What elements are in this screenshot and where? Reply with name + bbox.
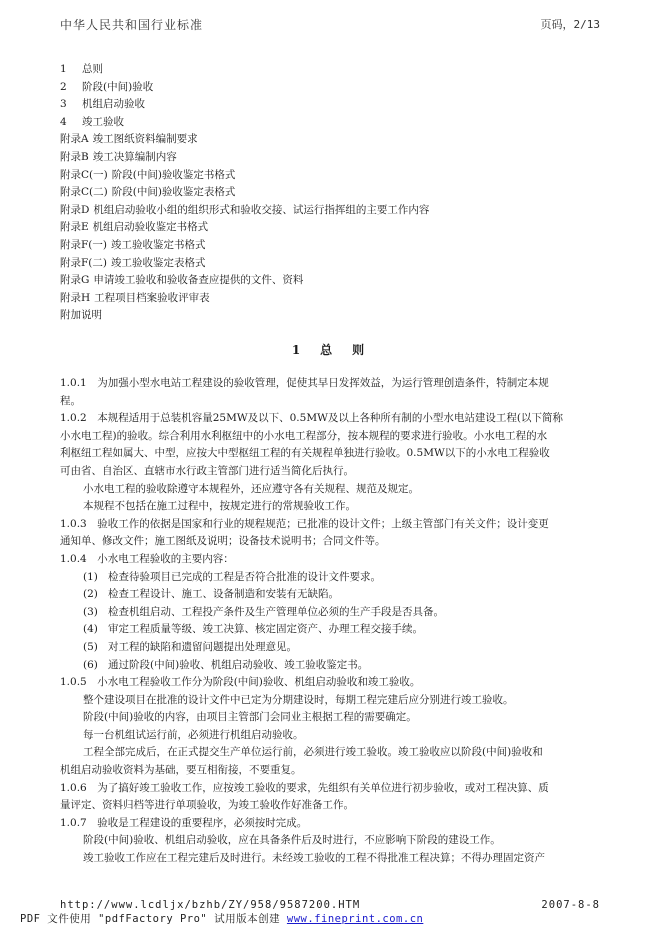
line-text: 阶段(中间)验收、机组启动验收，应在具备条件后及时进行，不应影响下阶段的建设工作。 (83, 834, 501, 847)
toc-item[interactable] (60, 307, 600, 325)
line-text: 1.0.1 为加强小型水电站工程建设的验收管理，促使其早日发挥效益，为运行管理创造条件，特制定本规 (60, 377, 549, 389)
list-item (60, 621, 602, 639)
line-text: 机组启动验收资料为基础，要互相衔接，不要重复。 (60, 764, 302, 777)
paragraph-line (60, 762, 602, 780)
toc-item-title: 竣工验收鉴定表格式 (110, 256, 206, 269)
line-text: 1.0.5 小水电工程验收工作分为阶段(中间)验收、机组启动验收和竣工验收。 (60, 676, 421, 689)
paragraph-line (60, 463, 602, 481)
toc-item-number: 附录D (60, 203, 90, 216)
line-text: 审定工程质量等级、竣工决算、核定固定资产、办理工程交接手续。 (108, 623, 423, 636)
paragraph-line (60, 428, 602, 446)
line-text: 1.0.3 验收工作的依据是国家和行业的规程规范；已批准的设计文件；上级主管部门有关文件；设计变更 (60, 517, 549, 530)
paragraph-line (60, 780, 602, 798)
line-text: 1.0.4 小水电工程验收的主要内容： (60, 552, 234, 565)
toc-item-title: 竣工验收鉴定书格式 (110, 238, 206, 251)
list-item-number: (4) (83, 623, 98, 636)
page-header (60, 16, 600, 34)
line-text: 1.0.2 本规程适用于总装机容量25MW及以下、0.5MW及以上各种所有制的小型水电站建设工程(以下简称 (60, 412, 563, 425)
toc-item[interactable] (60, 202, 600, 220)
list-item (60, 639, 602, 657)
line-text: 阶段(中间)验收的内容，由项目主管部门会同业主根据工程的需要确定。 (83, 711, 417, 724)
footer-date: 2007-8-8 (541, 899, 600, 911)
line-text: 利枢纽工程如属大、中型，应按大中型枢纽工程的有关规程单独进行验收。0.5MW以下的小水电工程验收 (60, 447, 550, 460)
toc-item-number: 2 (60, 80, 67, 93)
toc-item[interactable] (60, 272, 600, 290)
toc-item[interactable] (60, 114, 600, 132)
pdf-note-text: PDF 文件使用 "pdfFactory Pro" 试用版本创建 (20, 913, 287, 925)
toc-item-number: 附录C(二) (60, 186, 108, 199)
line-text: 对工程的缺陷和遗留问题提出处理意见。 (108, 640, 297, 653)
line-text: 整个建设项目在批准的设计文件中已定为分期建设时，每期工程完建后应分别进行竣工验收。 (83, 693, 514, 706)
paragraph-line (60, 445, 602, 463)
line-text: 检查工程设计、施工、设备制造和安装有无缺陷。 (108, 588, 339, 601)
line-text: 1.0.6 为了搞好竣工验收工作，应按竣工验收的要求，先组织有关单位进行初步验收，或对工程决算、质 (60, 781, 549, 794)
toc-item[interactable] (60, 219, 600, 237)
toc-item-title: 工程项目档案验收评审表 (94, 291, 210, 304)
toc-item-number: 附录E (60, 221, 89, 234)
line-text: 程。 (60, 394, 81, 407)
paragraph-line (60, 375, 602, 393)
line-text: 通知单、修改文件；施工图纸及说明；设备技术说明书；合同文件等。 (60, 535, 386, 548)
line-text: 检查机组启动、工程投产条件及生产管理单位必须的生产手段是否具备。 (108, 605, 444, 618)
list-item-number: (3) (83, 605, 98, 618)
line-text: 小水电工程)的验收。综合利用水利枢纽中的小水电工程部分，按本规程的要求进行验收。小水电工程的水 (60, 429, 548, 442)
toc-item[interactable] (60, 61, 600, 79)
toc-item-title: 机组启动验收小组的组织形式和验收交接、试运行指挥组的主要工作内容 (93, 203, 430, 216)
page-number: 页码，2/13 (540, 18, 600, 31)
toc-item[interactable] (60, 167, 600, 185)
section-title: 1 总 则 (291, 343, 369, 357)
toc-item-title: 阶段(中间)验收 (82, 80, 154, 93)
line-text: 1.0.7 验收是工程建设的重要程序，必须按时完成。 (60, 816, 308, 829)
paragraph-line (60, 410, 602, 428)
toc-item[interactable] (60, 149, 600, 167)
toc-item-number: 附录A (60, 133, 89, 146)
paragraph-line (60, 709, 602, 727)
toc-item-number: 3 (60, 98, 67, 111)
toc-item-number: 附录F(一) (60, 238, 107, 251)
list-item (60, 657, 602, 675)
list-item-number: (6) (83, 658, 98, 671)
paragraph-line (60, 744, 602, 762)
paragraph-line (60, 533, 602, 551)
toc-item-title: 竣工验收 (82, 115, 124, 128)
list-item (60, 586, 602, 604)
line-text: 检查待验项目已完成的工程是否符合批准的设计文件要求。 (108, 570, 381, 583)
paragraph-line (60, 674, 602, 692)
paragraph-line (60, 498, 602, 516)
footer-url[interactable]: http://www.lcdljx/bzhb/ZY/958/9587200.HTM (60, 899, 361, 911)
paragraph-line (60, 393, 602, 411)
list-item (60, 569, 602, 587)
line-text: 每一台机组试运行前，必须进行机组启动验收。 (83, 728, 304, 741)
toc-item-title: 竣工图纸资料编制要求 (92, 133, 198, 146)
line-text: 量评定、资料归档等进行单项验收，为竣工验收作好准备工作。 (60, 799, 354, 812)
paragraph-line (60, 516, 602, 534)
toc-item-title: 阶段(中间)验收鉴定表格式 (111, 186, 236, 199)
toc-item[interactable] (60, 290, 600, 308)
toc-item-number: 附加说明 (60, 309, 102, 322)
paragraph-line (60, 692, 602, 710)
paragraph-line (60, 551, 602, 569)
toc-item-title: 机组启动验收鉴定书格式 (92, 221, 209, 234)
line-text: 本规程不包括在施工过程中，按规定进行的常规验收工作。 (83, 500, 356, 513)
line-text: 工程全部完成后，在正式提交生产单位运行前，必须进行竣工验收。竣工验收应以阶段(中间)验收和 (83, 746, 543, 759)
toc-item-title: 竣工决算编制内容 (92, 150, 177, 163)
list-item-number: (1) (83, 570, 98, 583)
paragraph-line (60, 797, 602, 815)
toc-item-number: 附录B (60, 150, 89, 163)
toc-item[interactable] (60, 184, 600, 202)
toc-item[interactable] (60, 131, 600, 149)
toc-item-title: 阶段(中间)验收鉴定书格式 (111, 168, 236, 181)
toc-item-number: 附录H (60, 291, 91, 304)
line-text: 通过阶段(中间)验收、机组启动验收、竣工验收鉴定书。 (108, 658, 369, 671)
toc-item-title: 机组启动验收 (82, 98, 145, 111)
toc-item[interactable] (60, 96, 600, 114)
paragraph-line (60, 832, 602, 850)
toc-item-number: 4 (60, 115, 67, 128)
line-text: 小水电工程的验收除遵守本规程外，还应遵守各有关规程、规范及规定。 (83, 482, 419, 495)
document-body (60, 375, 602, 868)
paragraph-line (60, 481, 602, 499)
table-of-contents (60, 61, 600, 325)
pdf-creator-link[interactable]: www.fineprint.com.cn (286, 913, 424, 925)
list-item (60, 604, 602, 622)
toc-item-title: 总则 (82, 63, 103, 75)
toc-item-number: 1 (60, 63, 67, 75)
toc-item-title: 申请竣工验收和验收备查应提供的文件、资料 (93, 274, 304, 287)
toc-item-number: 附录C(一) (60, 168, 108, 181)
toc-item[interactable] (60, 237, 600, 255)
toc-item-number: 附录F(二) (60, 256, 107, 269)
toc-item[interactable] (60, 255, 600, 273)
paragraph-line (60, 850, 602, 868)
header-title: 中华人民共和国行业标准 (60, 18, 204, 32)
paragraph-line (60, 815, 602, 833)
toc-item-number: 附录G (60, 274, 90, 287)
toc-item[interactable] (60, 79, 600, 97)
list-item-number: (5) (83, 640, 98, 653)
pdf-creator-note (20, 911, 423, 926)
paragraph-line (60, 727, 602, 745)
line-text: 竣工验收工作应在工程完建后及时进行。未经竣工验收的工程不得批准工程决算；不得办理固定资产 (83, 852, 545, 865)
line-text: 可由省、自治区、直辖市水行政主管部门进行适当简化后执行。 (60, 464, 354, 477)
list-item-number: (2) (83, 588, 98, 601)
